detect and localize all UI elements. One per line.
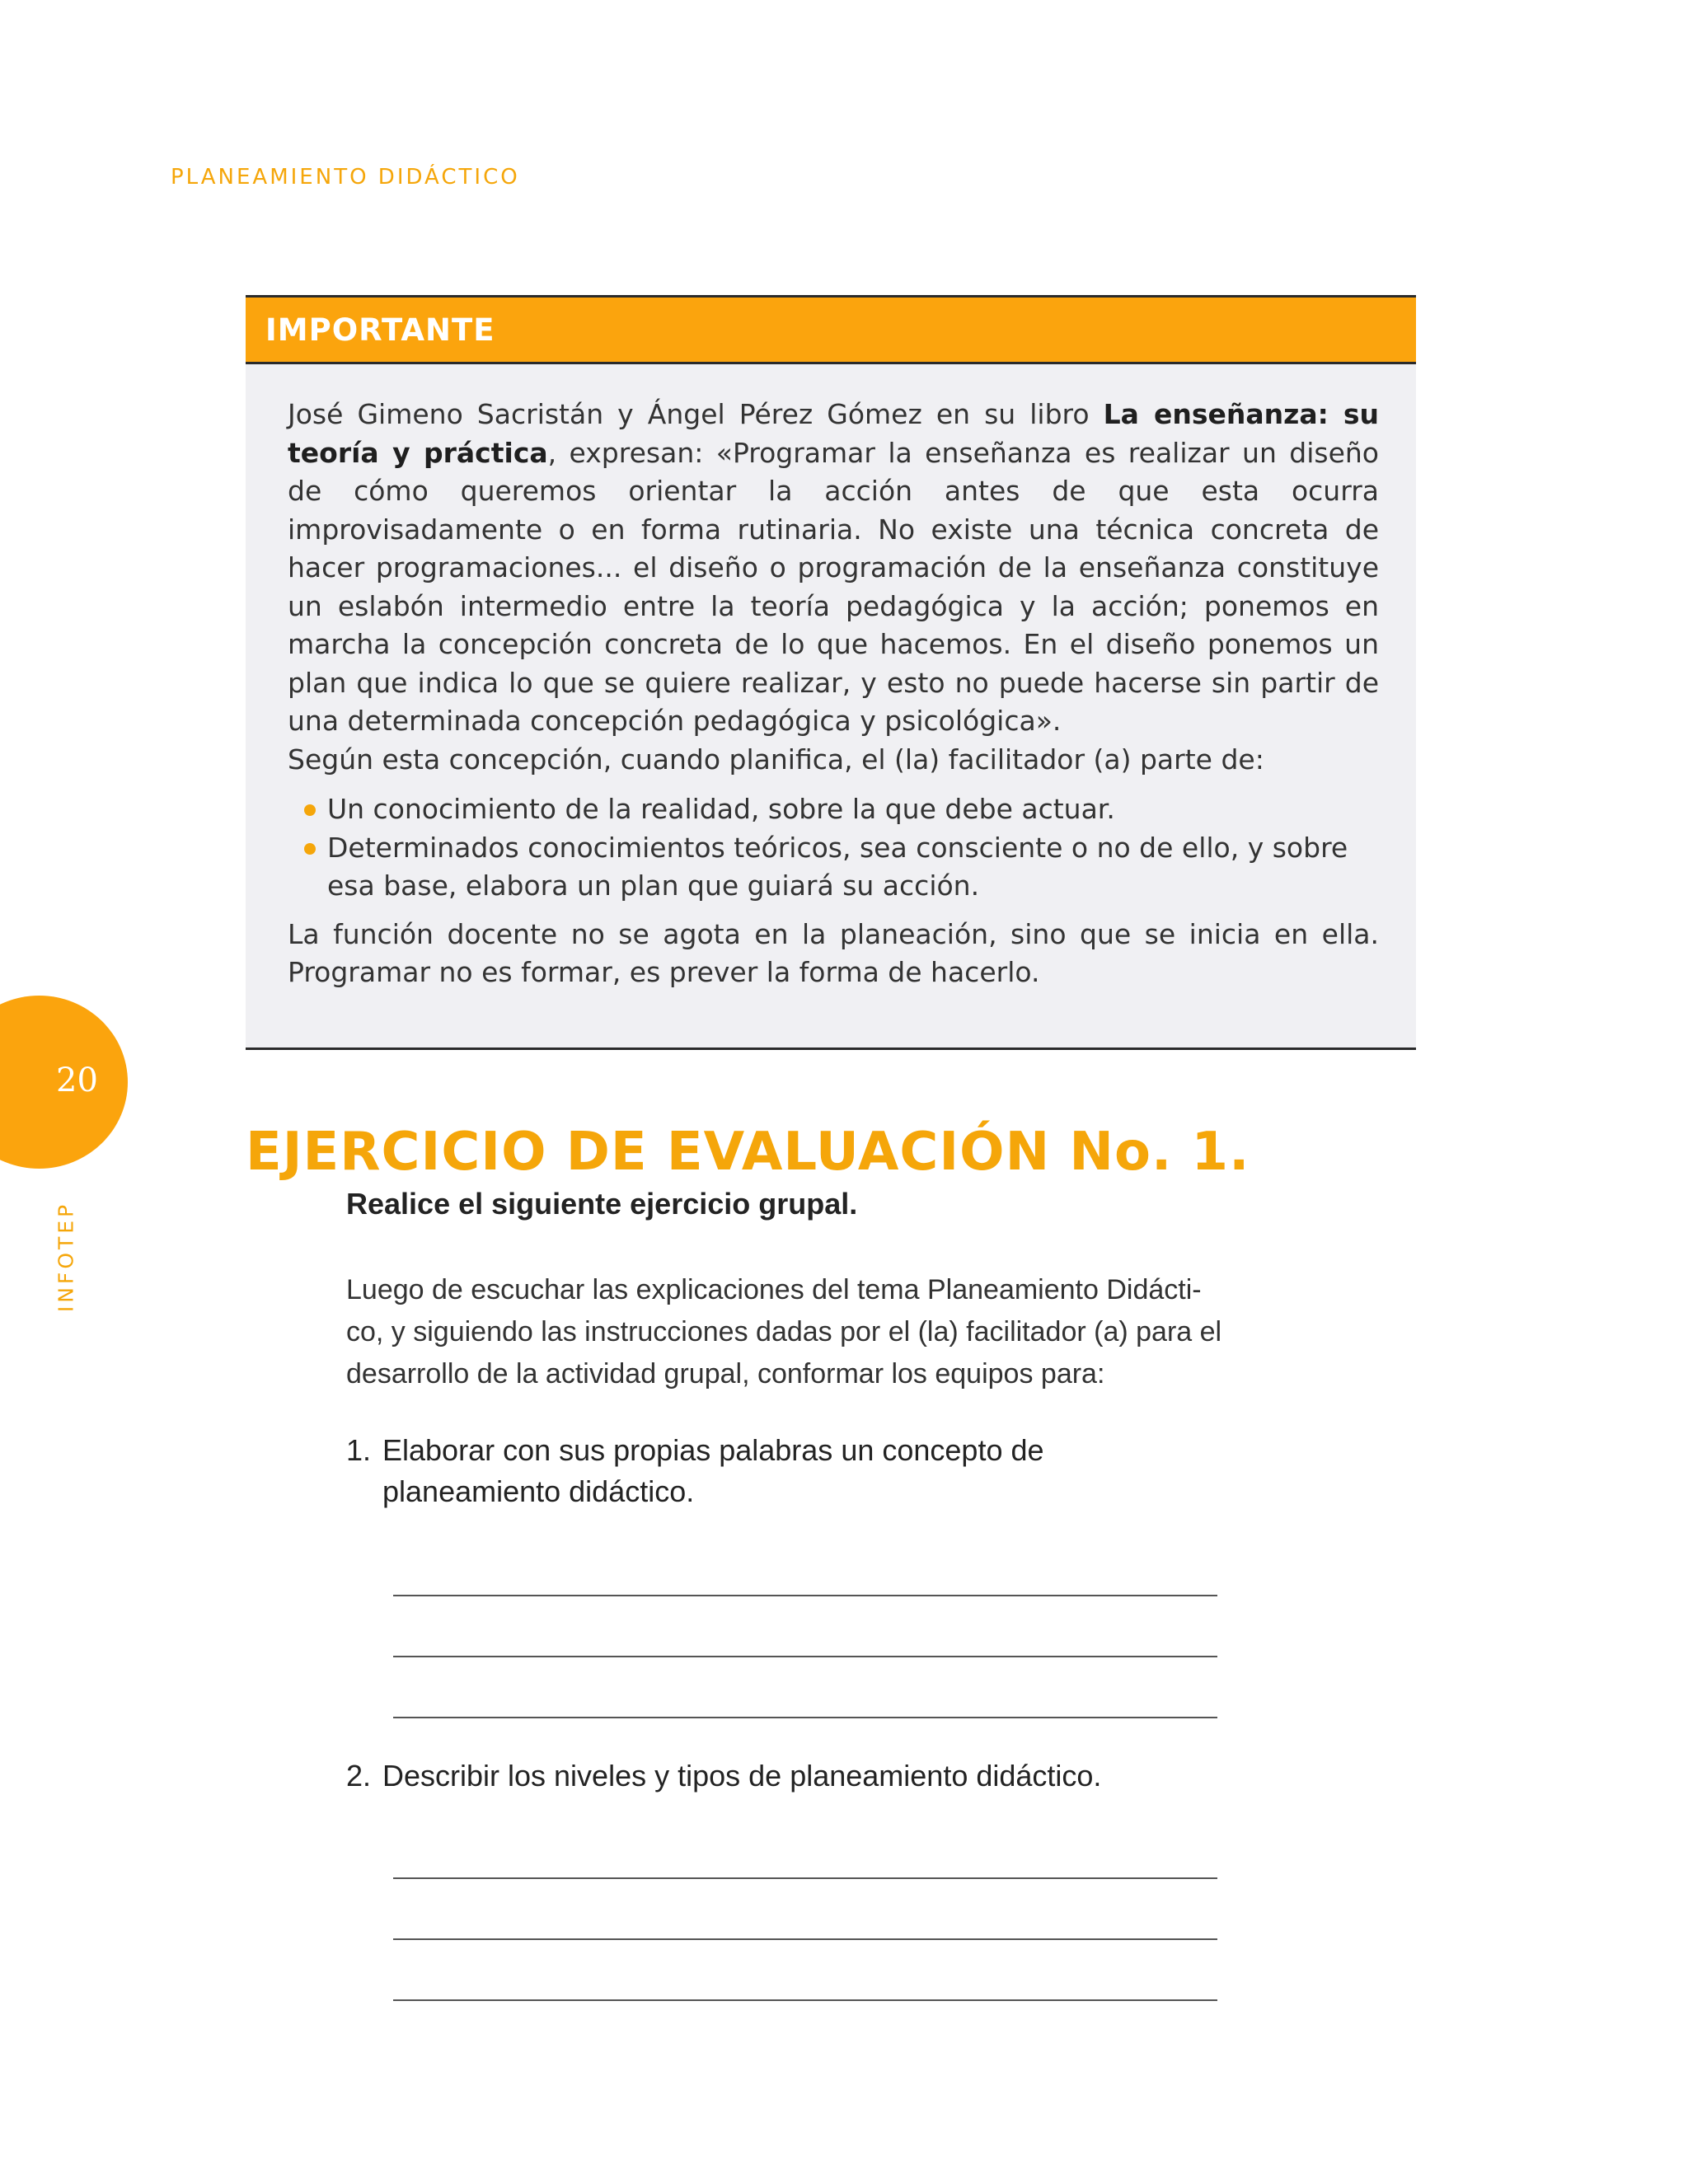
exercise-intro: Luego de escuchar las explicaciones del tema Planeamiento Didácti- co, y siguiendo las instrucciones dadas por el (la) facilitador (a) para el desarrollo de la actividad grupal, conformar los equipos para: <box>346 1274 1222 1390</box>
exercise-item-number: 2. <box>346 1759 372 1793</box>
exercise-item-number: 1. <box>346 1433 372 1467</box>
quote-intro: José Gimeno Sacristán y Ángel Pérez Gómez en su libro <box>288 398 1104 430</box>
bullet-item <box>327 790 1379 829</box>
bullet-dot-icon <box>304 843 316 855</box>
important-box-header <box>246 298 1416 364</box>
bullet-text: Determinados conocimientos teóricos, sea consciente o no de ello, y sobre esa base, elabora un plan que guiará su acción. <box>327 831 1348 902</box>
lead-in-paragraph: Según esta concepción, cuando planifica, el (la) facilitador (a) parte de: <box>288 743 1264 776</box>
important-box <box>246 295 1416 1050</box>
exercise-instruction: Realice el siguiente ejercicio grupal. <box>346 1187 858 1221</box>
quote-paragraph <box>288 396 1379 741</box>
answer-line[interactable] <box>393 1999 1217 2001</box>
bullet-list <box>288 790 1379 906</box>
bullet-text: Un conocimiento de la realidad, sobre la que debe actuar. <box>327 793 1115 825</box>
answer-line[interactable] <box>393 1938 1217 1940</box>
book-title: La enseñanza: su teoría y práctica <box>288 398 1379 469</box>
bullet-item <box>327 829 1379 906</box>
exercise-item-1 <box>346 1430 1236 1512</box>
page-number: 20 <box>56 1062 98 1099</box>
closing-paragraph: La función docente no se agota en la planeación, sino que se inicia en ella. Programar no es formar, es prever la forma de hacerlo. <box>288 917 1379 988</box>
important-box-body <box>246 364 1416 992</box>
exercise-title: EJERCICIO DE EVALUACIÓN No. 1. <box>246 1121 1250 1183</box>
answer-line[interactable] <box>393 1717 1217 1718</box>
answer-line[interactable] <box>393 1595 1217 1596</box>
exercise-item-2 <box>346 1755 1236 1797</box>
quote-text: , expresan: «Programar la enseñanza es realizar un diseño de cómo queremos orientar la acción antes de que esta ocurra improvisadamente o en forma rutinaria. No existe una técnica concreta de hacer programaciones... el diseño o programación de la enseñanza constituye un eslabón intermedio entre la teoría pedagógica y la acción; ponemos en marcha la concepción concreta de lo que hacemos. En el diseño ponemos un plan que indica lo que se quiere realizar, y esto no puede hacerse sin partir de una determinada concepción pedagógica y psicológica». <box>288 436 1379 737</box>
answer-line[interactable] <box>393 1877 1217 1879</box>
exercise-item-text: Elaborar con sus propias palabras un concepto de planeamiento didáctico. <box>382 1433 1044 1508</box>
running-head: PLANEAMIENTO DIDÁCTICO <box>171 165 520 190</box>
side-label: INFOTEP <box>54 1201 78 1313</box>
bullet-dot-icon <box>304 804 316 816</box>
answer-line[interactable] <box>393 1656 1217 1657</box>
important-box-title: IMPORTANTE <box>265 312 495 348</box>
exercise-item-text: Describir los niveles y tipos de planeamiento didáctico. <box>382 1759 1102 1793</box>
